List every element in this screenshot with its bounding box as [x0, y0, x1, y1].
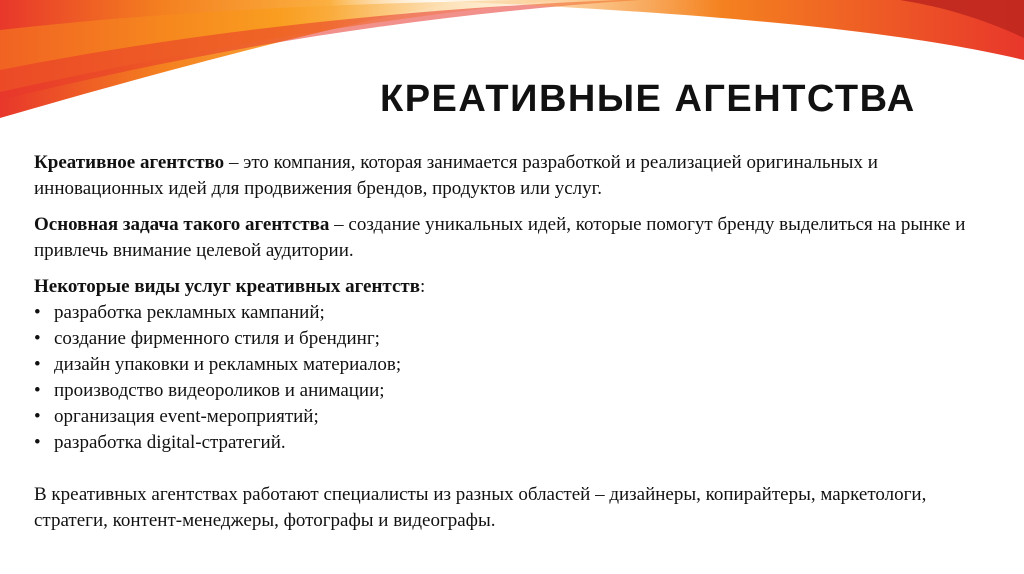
list-item-text: создание фирменного стиля и брендинг;: [54, 328, 380, 349]
services-intro: [34, 274, 994, 300]
services-intro-suffix: :: [420, 276, 426, 297]
list-item-text: организация event-мероприятий;: [54, 406, 319, 427]
bullet-icon: •: [34, 354, 41, 375]
list-item: [34, 352, 994, 378]
list-item: [34, 326, 994, 352]
definition-term: Креативное агентство: [34, 152, 225, 173]
task-term: Основная задача такого агентства: [34, 214, 330, 235]
closing-paragraph: В креативных агентствах работают специалисты из разных областей – дизайнеры, копирайтеры, маркетологи, стратеги, контент-менеджеры, фотографы и видеографы.: [34, 484, 927, 531]
slide-body: [34, 150, 994, 544]
list-item: [34, 430, 994, 456]
list-item-text: дизайн упаковки и рекламных материалов;: [54, 354, 402, 375]
services-intro-term: Некоторые виды услуг креативных агентств: [34, 276, 420, 297]
bullet-icon: •: [34, 380, 41, 401]
list-item-text: разработка рекламных кампаний;: [54, 302, 325, 323]
slide-title: КРЕАТИВНЫЕ АГЕНТСТВА: [380, 78, 916, 120]
definition-paragraph: [34, 150, 994, 202]
task-paragraph: [34, 212, 994, 264]
bullet-icon: •: [34, 328, 41, 349]
list-item-text: производство видеороликов и анимации;: [54, 380, 385, 401]
bullet-icon: •: [34, 302, 41, 323]
bullet-icon: •: [34, 432, 41, 453]
services-list: [34, 300, 994, 456]
list-item-text: разработка digital-стратегий.: [54, 432, 286, 453]
bullet-icon: •: [34, 406, 41, 427]
task-text: – создание уникальных идей, которые помогут бренду выделиться на рынке и привлечь внимание целевой аудитории.: [34, 214, 966, 261]
list-item: [34, 378, 994, 404]
definition-text: – это компания, которая занимается разработкой и реализацией оригинальных и инновационных идей для продвижения брендов, продуктов или услуг.: [34, 152, 878, 199]
list-item: [34, 404, 994, 430]
list-item: [34, 300, 994, 326]
